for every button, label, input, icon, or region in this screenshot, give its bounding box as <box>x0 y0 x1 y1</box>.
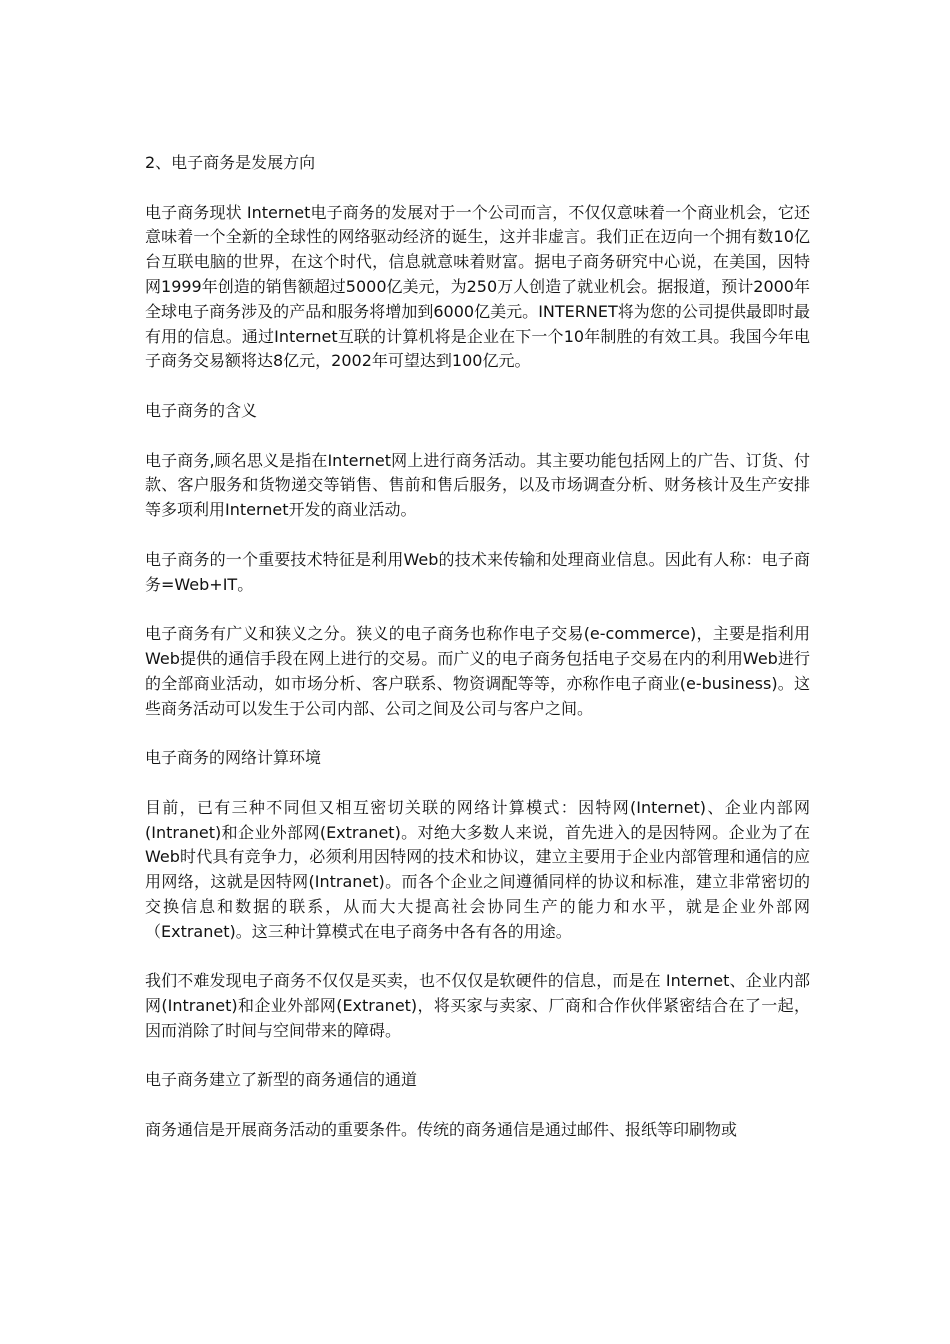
body-paragraph: 电子商务的一个重要技术特征是利用Web的技术来传输和处理商业信息。因此有人称：电子商务=Web+IT。 <box>145 549 810 594</box>
section-heading: 2、电子商务是发展方向 <box>145 153 316 172</box>
body-paragraph: 我们不难发现电子商务不仅仅是买卖，也不仅仅是软硬件的信息，而是在 Internet、企业内部网(Intranet)和企业外部网(Extranet)，将买家与卖家、厂商和合作伙伴紧密结合在了一起，因而消除了时间与空间带来的障碍。 <box>145 971 810 1040</box>
document-body <box>145 151 810 1168</box>
body-paragraph: 商务通信是开展商务活动的重要条件。传统的商务通信是通过邮件、报纸等印刷物或 <box>145 1120 738 1140</box>
body-paragraph: 电子商务现状 Internet电子商务的发展对于一个公司而言，不仅仅意味着一个商业机会，它还意味着一个全新的全球性的网络驱动经济的诞生，这并非虚言。我们正在迈向一个拥有数10亿台互联电脑的世界，在这个时代，信息就意味着财富。据电子商务研究中心说，在美国，因特网1999年创造的销售额超过5000亿美元，为250万人创造了就业机会。据报道，预计2000年全球电子商务涉及的产品和服务将增加到6000亿美元。INTERNET将为您的公司提供最即时最有用的信息。通过Internet互联的计算机将是企业在下一个10年制胜的有效工具。我国今年电子商务交易额将达8亿元，2002年可望达到100亿元。 <box>145 202 810 371</box>
body-paragraph: 电子商务,顾名思义是指在Internet网上进行商务活动。其主要功能包括网上的广告、订货、付款、客户服务和货物递交等销售、售前和售后服务，以及市场调查分析、财务核计及生产安排等多项利用Internet开发的商业活动。 <box>145 450 810 520</box>
body-paragraph: 电子商务有广义和狭义之分。狭义的电子商务也称作电子交易(e-commerce)，主要是指利用Web提供的通信手段在网上进行的交易。而广义的电子商务包括电子交易在内的利用Web进行的全部商业活动，如市场分析、客户联系、物资调配等等，亦称作电子商业(e-business)。这些商务活动可以发生于公司内部、公司之间及公司与客户之间。 <box>145 624 810 718</box>
section-heading: 电子商务的网络计算环境 <box>145 748 322 768</box>
body-paragraph: 目前，已有三种不同但又相互密切关联的网络计算模式：因特网(Internet)、企业内部网(Intranet)和企业外部网(Extranet)。对绝大多数人来说，首先进入的是因特网。企业为了在Web时代具有竞争力，必须利用因特网的技术和协议，建立主要用于企业内部管理和通信的应用网络，这就是因特网(Intranet)。而各个企业之间遵循同样的协议和标准，建立非常密切的交换信息和数据的联系，从而大大提高社会协同生产的能力和水平，就是企业外部网（Extranet)。这三种计算模式在电子商务中各有各的用途。 <box>145 797 810 941</box>
section-heading: 电子商务建立了新型的商务通信的通道 <box>145 1070 418 1090</box>
section-heading: 电子商务的含义 <box>145 400 258 420</box>
